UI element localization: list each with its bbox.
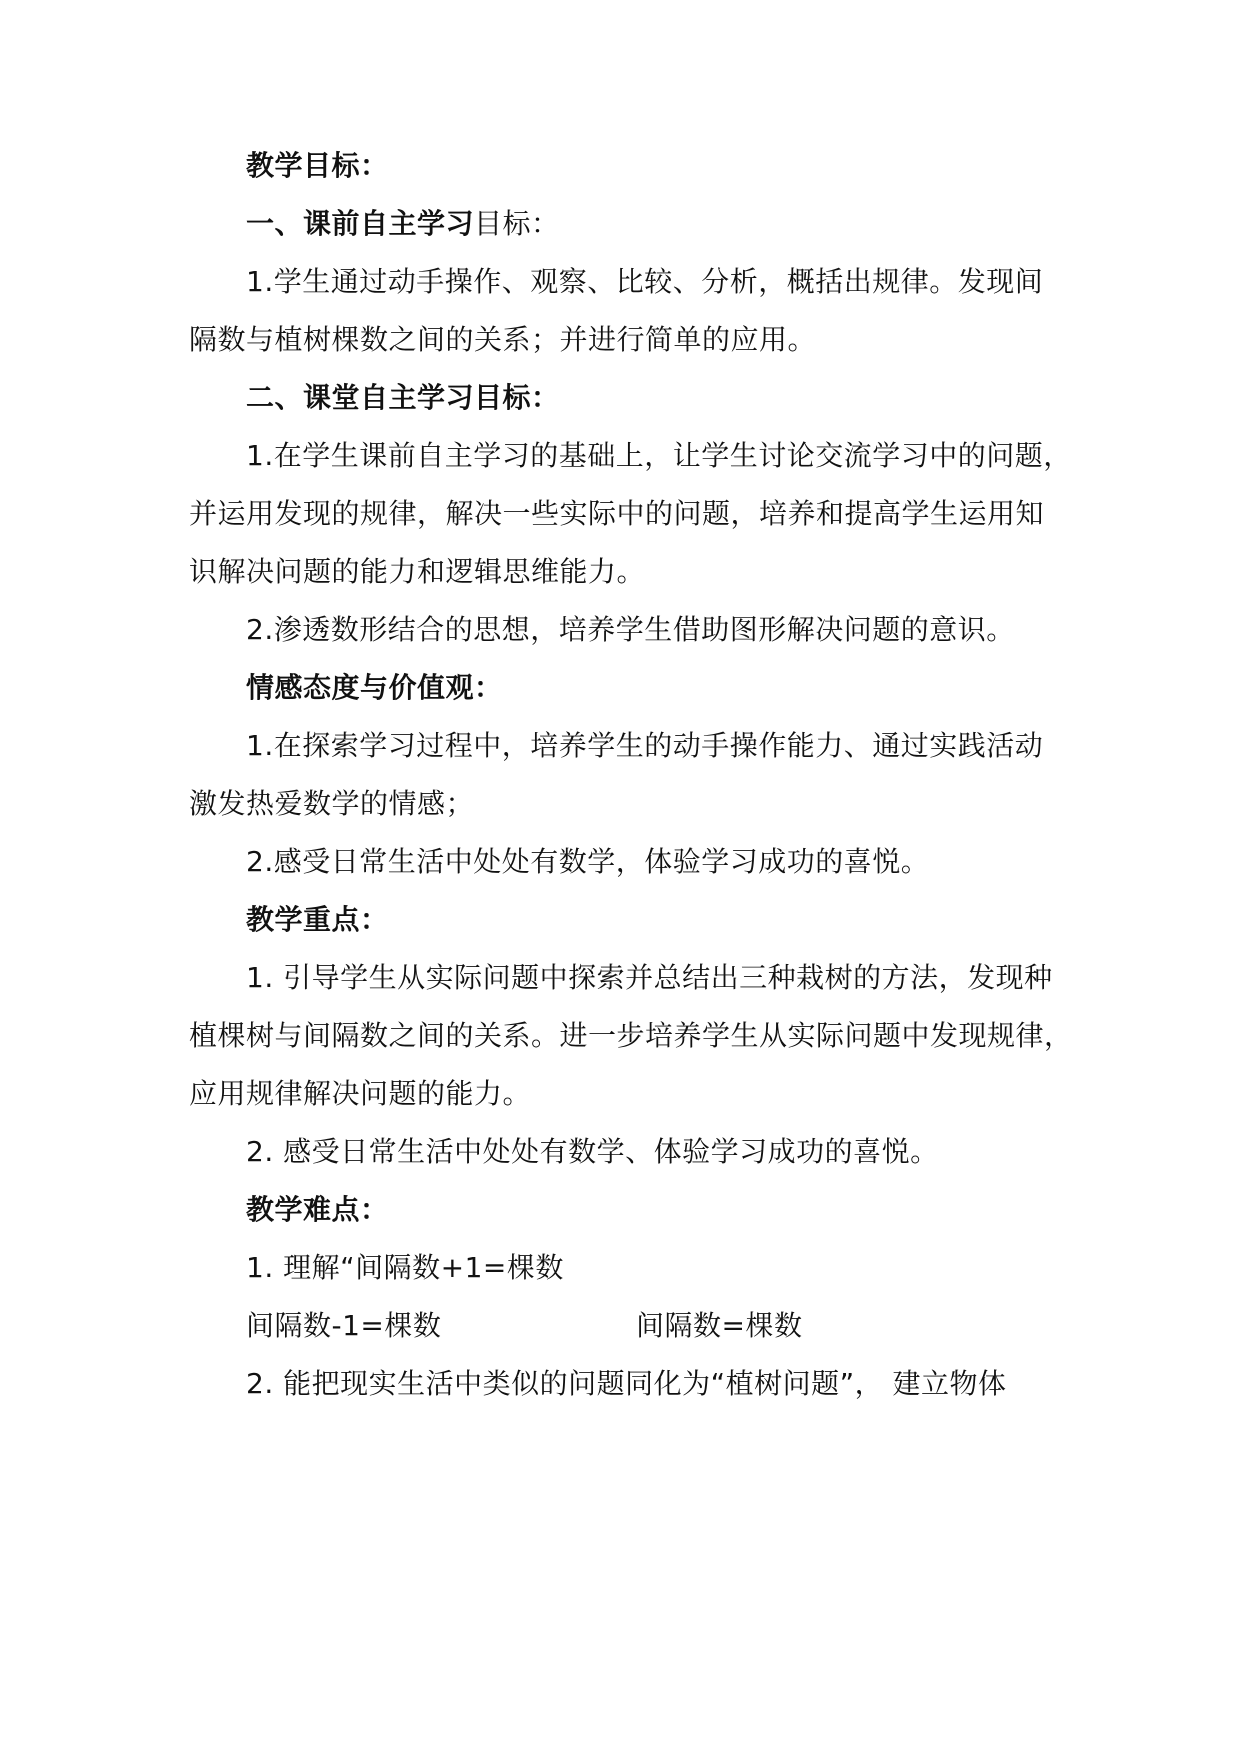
section2-item1-line1: 1.在学生课前自主学习的基础上，让学生讨论交流学习中的问题，: [246, 439, 1072, 472]
section1-title-rest: 目标：: [474, 207, 560, 240]
difficulties-item2: 2. 能把现实生活中类似的问题同化为“植树问题”， 建立物体: [246, 1367, 1007, 1400]
section2-item2: 2.渗透数形结合的思想，培养学生借助图形解决问题的意识。: [246, 613, 1015, 646]
section2-item1-line2: 并运用发现的规律，解决一些实际中的问题，培养和提高学生运用知: [189, 497, 1045, 530]
attitude-title: 情感态度与价值观：: [246, 671, 503, 704]
difficulties-title: 教学难点：: [246, 1193, 389, 1226]
section2-item1-line3: 识解决问题的能力和逻辑思维能力。: [189, 555, 646, 588]
key-points-item1-line3: 应用规律解决问题的能力。: [189, 1077, 532, 1110]
key-points-item1-line2: 植棵树与间隔数之间的关系。进一步培养学生从实际问题中发现规律，: [189, 1019, 1073, 1052]
difficulties-item1: 1. 理解“间隔数+1=棵数: [246, 1251, 564, 1284]
key-points-item1-line1: 1. 引导学生从实际问题中探索并总结出三种栽树的方法，发现种: [246, 961, 1053, 994]
section1-item1-line2: 隔数与植树棵数之间的关系；并进行简单的应用。: [189, 323, 817, 356]
difficulties-formula-a: 间隔数-1=棵数: [246, 1309, 442, 1342]
section2-title: 二、课堂自主学习目标：: [246, 381, 560, 414]
attitude-item1-line2: 激发热爱数学的情感；: [189, 787, 475, 820]
section1-title-bold: 一、课前自主学习: [246, 207, 475, 240]
key-points-title: 教学重点：: [246, 903, 389, 936]
difficulties-formula-b: 间隔数=棵数: [636, 1309, 803, 1342]
key-points-item2: 2. 感受日常生活中处处有数学、体验学习成功的喜悦。: [246, 1135, 939, 1168]
section1-item1-line1: 1.学生通过动手操作、观察、比较、分析，概括出规律。发现间: [246, 265, 1044, 298]
attitude-item1-line1: 1.在探索学习过程中，培养学生的动手操作能力、通过实践活动: [246, 729, 1044, 762]
section1-title: [246, 204, 560, 244]
teaching-objectives-heading: 教学目标：: [246, 149, 389, 182]
attitude-item2: 2.感受日常生活中处处有数学，体验学习成功的喜悦。: [246, 845, 930, 878]
